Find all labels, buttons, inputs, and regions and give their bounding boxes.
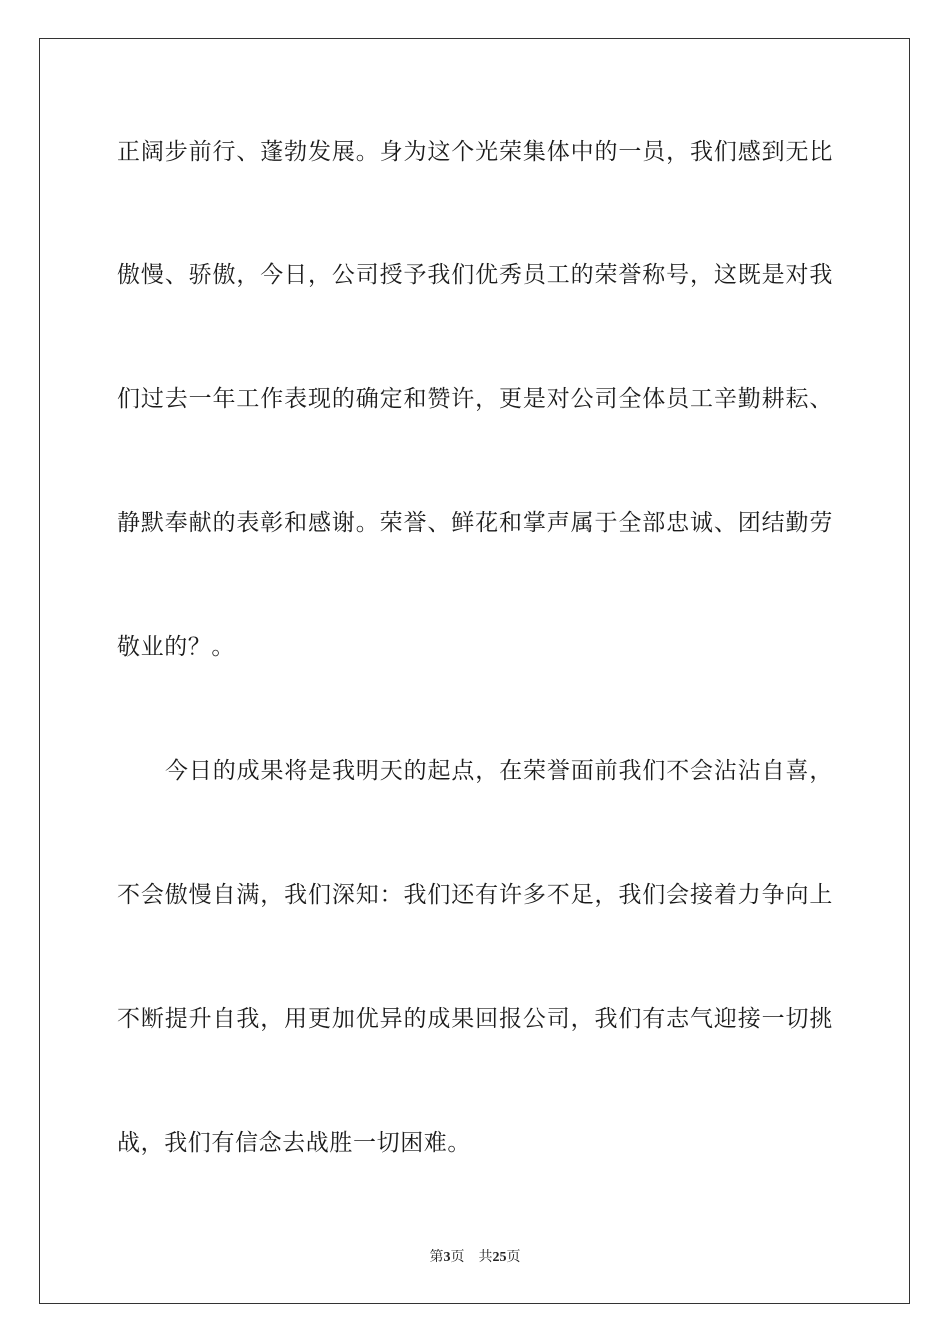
page-border: [39, 38, 910, 1304]
footer-page-prefix: 第: [429, 1249, 444, 1265]
body-line-2: 傲慢、骄傲，今日，公司授予我们优秀员工的荣誉称号，这既是对我: [117, 262, 833, 288]
body-line-3: 们过去一年工作表现的确定和赞许，更是对公司全体员工辛勤耕耘、: [117, 386, 833, 412]
footer-total-prefix: 共: [478, 1249, 493, 1265]
body-line-8: 不断提升自我，用更加优异的成果回报公司，我们有志气迎接一切挑: [117, 1006, 833, 1032]
page-footer: [0, 1248, 950, 1267]
body-line-7: 不会傲慢自满，我们深知：我们还有许多不足，我们会接着力争向上: [117, 882, 833, 908]
body-line-6: 今日的成果将是我明天的起点，在荣誉面前我们不会沾沾自喜，: [165, 758, 833, 784]
footer-total-suffix: 页: [506, 1249, 521, 1265]
body-line-5: 敬业的？。: [117, 634, 235, 660]
body-line-4: 静默奉献的表彰和感谢。荣誉、鲜花和掌声属于全部忠诚、团结勤劳: [117, 510, 833, 536]
body-line-9: 战，我们有信念去战胜一切困难。: [117, 1130, 471, 1156]
footer-total-pages: 25: [492, 1250, 507, 1265]
footer-page-suffix: 页: [450, 1249, 465, 1265]
footer-page-number: 3: [443, 1250, 451, 1265]
body-line-1: 正阔步前行、蓬勃发展。身为这个光荣集体中的一员，我们感到无比: [117, 139, 833, 165]
